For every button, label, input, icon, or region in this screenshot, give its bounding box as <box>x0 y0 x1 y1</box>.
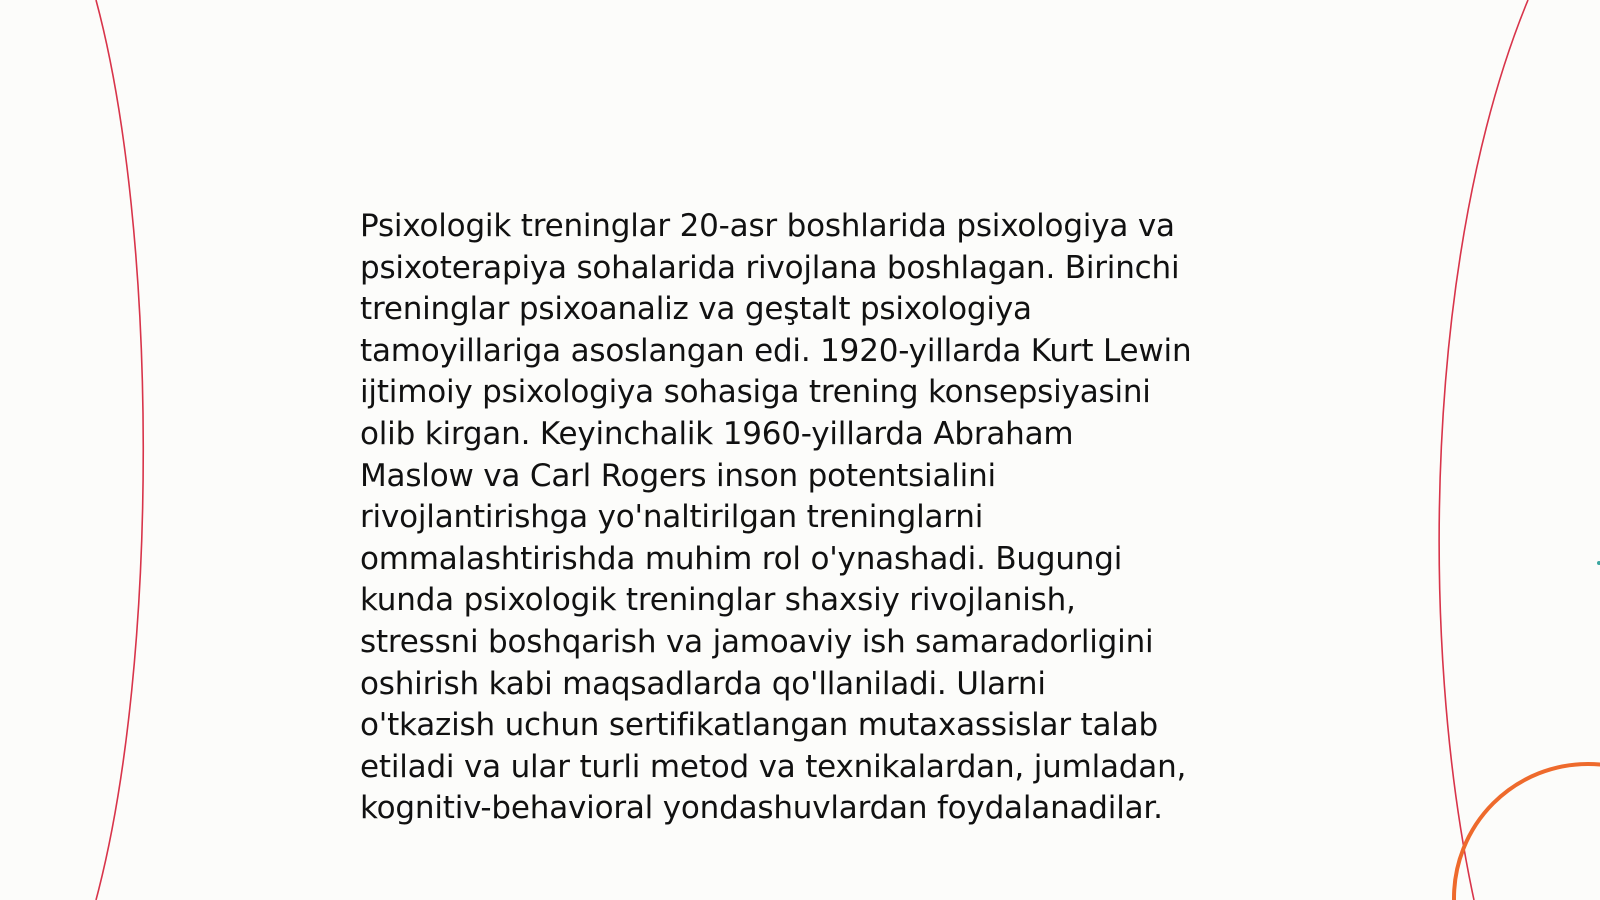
paragraph-line: oshirish kabi maqsadlarda qo'llaniladi. Ularni <box>360 665 1046 702</box>
paragraph-line: Psixologik treninglar 20-asr boshlarida psixologiya va <box>360 208 1175 244</box>
paragraph-line: etiladi va ular turli metod va texnikalardan, jumladan, <box>360 748 1187 785</box>
left-curved-line <box>96 0 143 900</box>
paragraph-line: olib kirgan. Keyinchalik 1960-yillarda Abraham <box>360 415 1074 452</box>
paragraph-line: o'tkazish uchun sertifikatlangan mutaxassislar talab <box>360 707 1158 744</box>
paragraph-line: rivojlantirishga yo'naltirilgan treninglarni <box>360 499 984 536</box>
paragraph-line: ommalashtirishda muhim rol o'ynashadi. Bugungi <box>360 540 1123 577</box>
right-curved-line <box>1439 0 1528 900</box>
paragraph-line: treninglar psixoanaliz va geştalt psixologiya <box>360 291 1032 328</box>
main-paragraph <box>360 206 1260 830</box>
paragraph-line: tamoyillariga asoslangan edi. 1920-yillarda Kurt Lewin <box>360 332 1192 369</box>
paragraph-line: kognitiv-behavioral yondashuvlardan foydalanadilar. <box>360 790 1163 827</box>
paragraph-line: psixoterapiya sohalarida rivojlana boshlagan. Birinchi <box>360 249 1180 286</box>
paragraph-line: Maslow va Carl Rogers inson potentsialini <box>360 457 996 494</box>
paragraph-line: kunda psixologik treninglar shaxsiy rivojlanish, <box>360 582 1076 619</box>
paragraph-line: ijtimoiy psixologiya sohasiga trening konsepsiyasini <box>360 374 1151 411</box>
paragraph-line: stressni boshqarish va jamoaviy ish samaradorligini <box>360 623 1154 660</box>
orange-circle-outline <box>1454 764 1600 900</box>
